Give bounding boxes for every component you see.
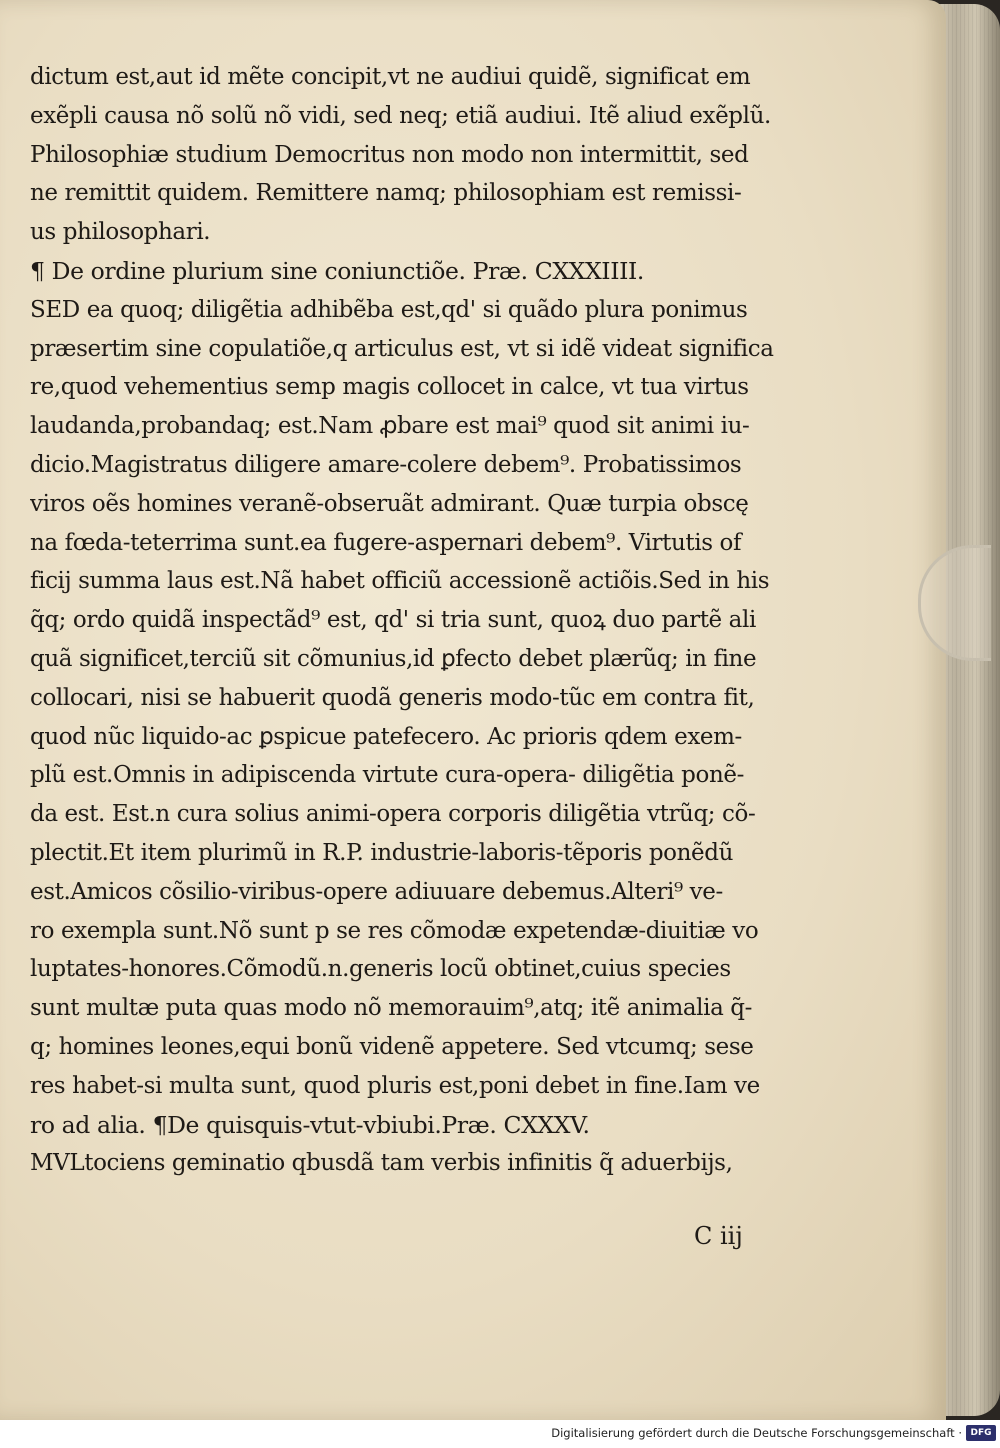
text-line: præsertim sine copulatiõe,q articulus est, vt si idẽ videat significa <box>30 335 774 362</box>
page-clip <box>918 545 991 661</box>
signature-mark: C iij <box>694 1222 743 1250</box>
text-line: ro ad alia. ¶De quisquis-vtut-vbiubi.Præ. CXXXV. <box>30 1110 590 1139</box>
text-line: res habet-si multa sunt, quod pluris est,poni debet in fine.Iam ve <box>30 1072 760 1099</box>
text-line: ne remittit quidem. Remittere namq; philosophiam est remissi- <box>30 180 742 207</box>
text-line: da est. Est.n cura solius animi-opera corporis diligẽtia vtrũq; cõ- <box>30 801 756 828</box>
text-line: na fœda-teterrima sunt.ea fugere-aspernari debem⁹. Virtutis of <box>30 529 742 556</box>
text-line: ro exempla sunt.Nõ sunt p se res cõmodæ expetendæ-diuitiæ vo <box>30 917 759 944</box>
text-line: collocari, nisi se habuerit quodã generis modo-tũc em contra fit, <box>30 684 755 711</box>
text-line: quã significet,terciũ sit cõmunius,id ꝑfecto debet plærũq; in fine <box>30 645 757 672</box>
text-line: ficij summa laus est.Nã habet officiũ accessionẽ actiõis.Sed in his <box>30 568 770 595</box>
text-line: est.Amicos cõsilio-viribus-opere adiuuare debemus.Alteri⁹ ve- <box>30 878 723 905</box>
funding-credit: Digitalisierung gefördert durch die Deutsche Forschungsgemeinschaft · <box>551 1426 962 1440</box>
text-line: SED ea quoq; diligẽtia adhibẽba est,qd' si quãdo plura ponimus <box>30 296 748 323</box>
text-line: MVLtociens geminatio qbusdã tam verbis infinitis q̃ aduerbijs, <box>30 1150 733 1177</box>
text-line: us philosophari. <box>30 219 211 246</box>
text-block <box>30 58 820 1183</box>
text-line: q; homines leones,equi bonũ videnẽ appetere. Sed vtcumq; sese <box>30 1033 754 1060</box>
dfg-logo: DFG <box>966 1425 996 1441</box>
text-line: plectit.Et item plurimũ in R.P. industrie-laboris-tẽporis ponẽdũ <box>30 839 733 866</box>
text-line: exẽpli causa nõ solũ nõ vidi, sed neq; etiã audiui. Itẽ aliud exẽplũ. <box>30 102 771 129</box>
text-line: laudanda,probandaq; est.Nam ꝓbare est mai⁹ quod sit animi iu- <box>30 413 750 440</box>
text-line: plũ est.Omnis in adipiscenda virtute cura-opera- diligẽtia ponẽ- <box>30 762 744 789</box>
text-line: quod nũc liquido-ac ꝑspicue patefecero. Ac prioris qdem exem- <box>30 723 742 750</box>
text-line: Philosophiæ studium Democritus non modo non intermittit, sed <box>30 141 749 168</box>
text-line: luptates-honores.Cõmodũ.n.generis locũ obtinet,cuius species <box>30 956 731 983</box>
text-line: dicio.Magistratus diligere amare-colere debem⁹. Probatissimos <box>30 451 742 478</box>
text-line: sunt multæ puta quas modo nõ memorauim⁹,atq; itẽ animalia q̃- <box>30 995 752 1022</box>
text-line: q̃q; ordo quidã inspectãd⁹ est, qd' si tria sunt, quoꝝ duo partẽ ali <box>30 607 756 634</box>
text-line: dictum est,aut id mẽte concipit,vt ne audiui quidẽ, significat em <box>30 64 751 90</box>
text-line: viros oẽs homines veranẽ-obseruãt admirant. Quæ turpia obscę <box>30 490 749 517</box>
text-line: ¶ De ordine plurium sine coniunctiõe. Præ. CXXXIIII. <box>30 256 644 285</box>
footer-bar <box>0 1420 1000 1448</box>
text-line: re,quod vehementius semp magis collocet in calce, vt tua virtus <box>30 374 749 401</box>
